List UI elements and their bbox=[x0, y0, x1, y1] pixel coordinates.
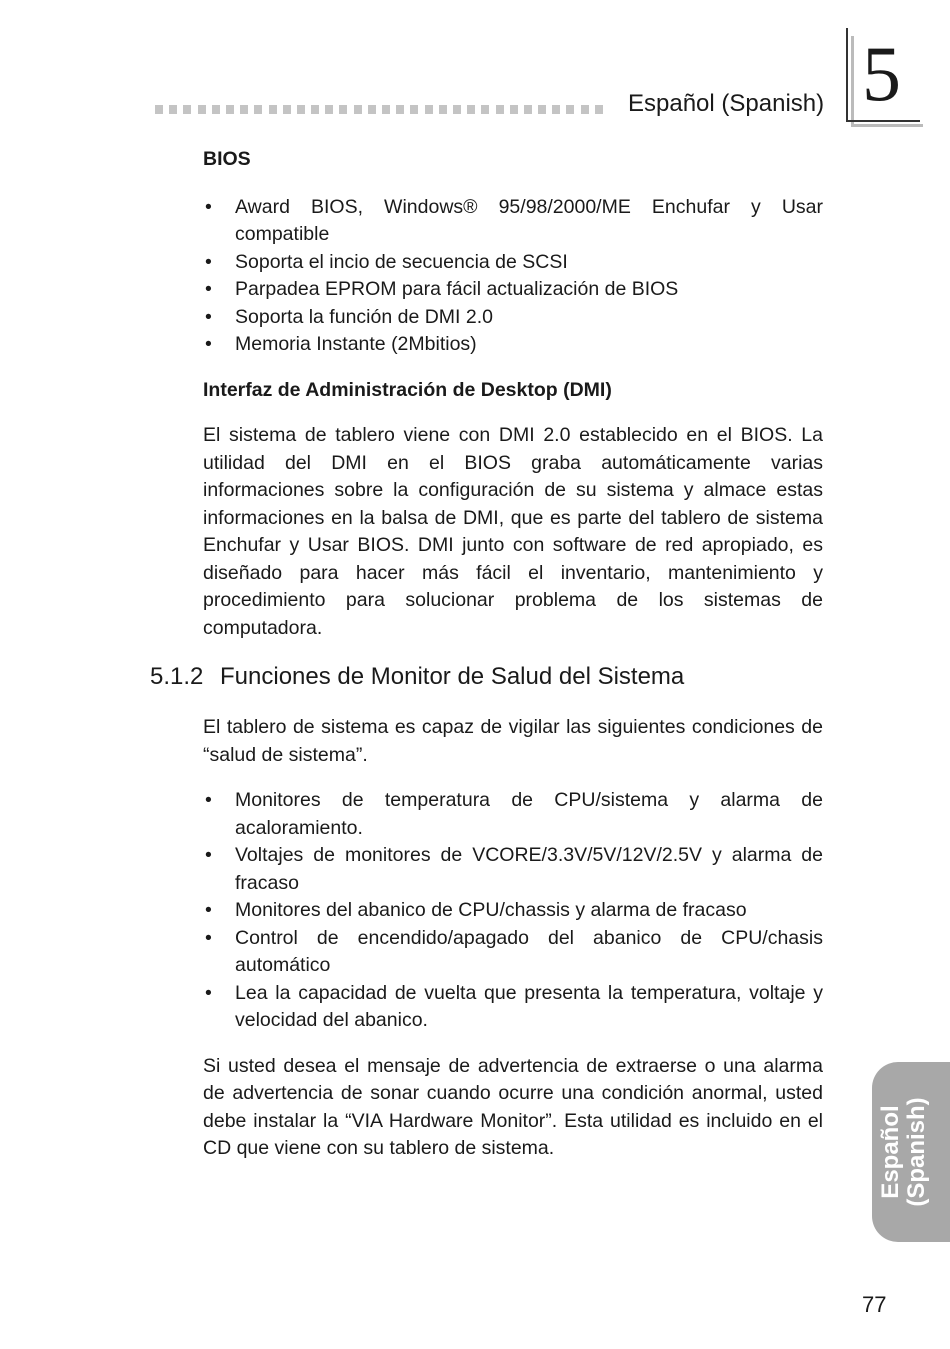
section-title: Funciones de Monitor de Salud del Sistema bbox=[220, 663, 685, 690]
dmi-heading: Interfaz de Administración de Desktop (DMI) bbox=[203, 378, 612, 401]
chapter-number: 5 bbox=[862, 30, 901, 117]
page-number: 77 bbox=[862, 1292, 887, 1317]
list-item: • Monitores del abanico de CPU/chassis y alarma de fracaso bbox=[203, 897, 823, 925]
list-item: • Soporta la función de DMI 2.0 bbox=[203, 304, 823, 332]
list-item: • Control de encendido/apagado del abanico de CPU/chasis automático bbox=[203, 925, 823, 980]
side-tab-label: Español (Spanish) bbox=[876, 1097, 930, 1207]
closing-paragraph: Si usted desea el mensaje de advertencia de extraerse o una alarma de advertencia de sonar cuando ocurre una condición anormal, usted debe instalar la “VIA Hardware Monitor”. Esta utilidad es incluido en el CD que viene con su tablero de sistema. bbox=[203, 1054, 823, 1159]
header-dotted-rule bbox=[155, 105, 615, 117]
bios-heading: BIOS bbox=[203, 148, 251, 170]
list-item: • Lea la capacidad de vuelta que presenta la temperatura, voltaje y velocidad del abanico. bbox=[203, 980, 823, 1035]
language-side-tab bbox=[872, 1062, 950, 1242]
list-item: • Voltajes de monitores de VCORE/3.3V/5V/12V/2.5V y alarma de fracaso bbox=[203, 842, 823, 897]
monitor-feature-list bbox=[203, 787, 823, 1035]
section-intro: El tablero de sistema es capaz de vigilar las siguientes condiciones de “salud de sistema”. bbox=[203, 716, 823, 766]
list-item: • Monitores de temperatura de CPU/sistema y alarma de acaloramiento. bbox=[203, 787, 823, 842]
section-heading bbox=[150, 662, 823, 692]
header-title: Español (Spanish) bbox=[628, 90, 825, 117]
dmi-paragraph: El sistema de tablero viene con DMI 2.0 establecido en el BIOS. La utilidad del DMI en el BIOS graba automáticamente varias informaciones sobre la configuración de su sistema y almace estas informaciones en la balsa de DMI, que es parte del tablero de sistema Enchufar y Usar BIOS. DMI junto con software de red apropiado, es diseñado para hacer más fácil el inventario, mantenimiento y procedimiento para solucionar problema de los sistemas de computadora. bbox=[203, 424, 823, 639]
page-content bbox=[150, 146, 823, 1163]
chapter-marker bbox=[846, 28, 920, 124]
list-item: • Parpadea EPROM para fácil actualización de BIOS bbox=[203, 276, 823, 304]
list-item: • Award BIOS, Windows® 95/98/2000/ME Enchufar y Usar compatible bbox=[203, 194, 823, 249]
list-item: • Memoria Instante (2Mbitios) bbox=[203, 331, 823, 359]
bios-feature-list bbox=[203, 194, 823, 359]
section-number: 5.1.2 bbox=[150, 663, 204, 690]
list-item: • Soporta el incio de secuencia de SCSI bbox=[203, 249, 823, 277]
